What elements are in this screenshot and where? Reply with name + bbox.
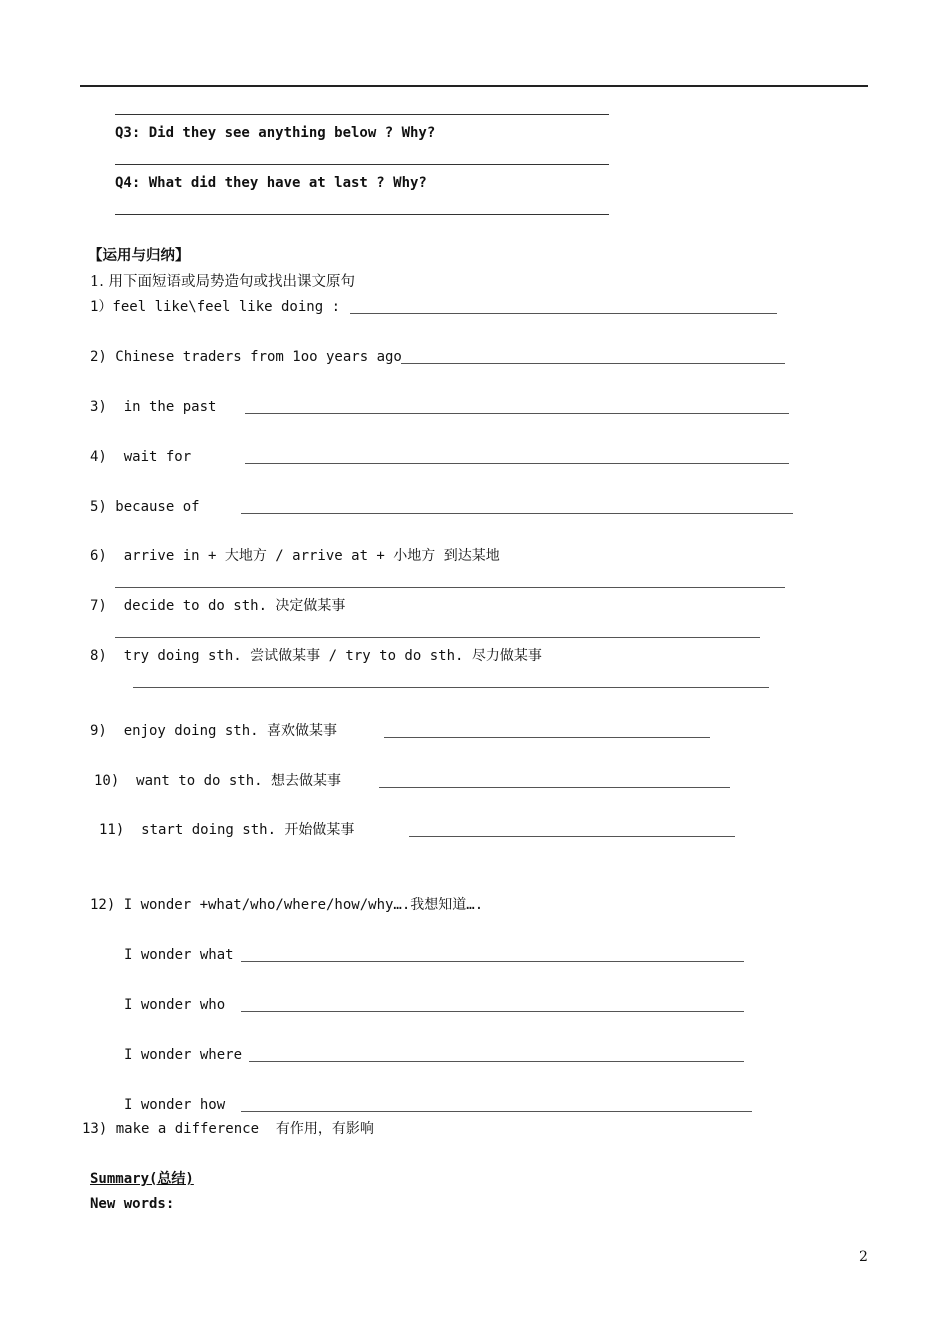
item-2: 2) Chinese traders from 1oo years ago	[90, 349, 402, 365]
question-q4: Q4: What did they have at last ? Why?	[115, 175, 427, 191]
item-9: 9) enjoy doing sth. 喜欢做某事	[90, 723, 338, 739]
blank-line-4[interactable]	[245, 463, 789, 464]
section-instruction: 1. 用下面短语或局势造句或找出课文原句	[90, 274, 355, 290]
item-10: 10) want to do sth. 想去做某事	[94, 773, 342, 789]
answer-line-q4[interactable]	[115, 214, 609, 215]
item-3: 3) in the past	[90, 399, 217, 415]
item-7: 7) decide to do sth. 决定做某事	[90, 598, 346, 614]
wonder-what-label: I wonder what	[124, 947, 234, 963]
summary-title: Summary(总结)	[90, 1171, 194, 1187]
item-6: 6) arrive in + 大地方 / arrive at + 小地方 到达某地	[90, 548, 500, 564]
section-title: 【运用与归纳】	[88, 247, 190, 264]
blank-line-10[interactable]	[379, 787, 730, 788]
header-rule	[80, 85, 868, 87]
item-4: 4) wait for	[90, 449, 192, 465]
blank-line-3[interactable]	[245, 413, 789, 414]
answer-line-q3[interactable]	[115, 164, 609, 165]
blank-line-11[interactable]	[409, 836, 735, 837]
item-11: 11) start doing sth. 开始做某事	[99, 822, 355, 838]
new-words-label: New words:	[90, 1196, 175, 1212]
blank-line-5[interactable]	[241, 513, 793, 514]
answer-line-q2[interactable]	[115, 114, 609, 115]
blank-line-6[interactable]	[115, 587, 785, 588]
wonder-where-label: I wonder where	[124, 1047, 243, 1063]
blank-line-7[interactable]	[115, 637, 760, 638]
item-12: 12) I wonder +what/who/where/how/why….我想知道….	[90, 897, 484, 913]
wonder-who-label: I wonder who	[124, 997, 226, 1013]
wonder-how-label: I wonder how	[124, 1097, 226, 1113]
page-number: 2	[859, 1249, 868, 1265]
blank-line-2[interactable]	[401, 363, 785, 364]
item-8: 8) try doing sth. 尝试做某事 / try to do sth. 尽力做某事	[90, 648, 542, 664]
item-13: 13) make a difference 有作用，有影响	[82, 1121, 374, 1137]
blank-line-9[interactable]	[384, 737, 710, 738]
question-q3: Q3: Did they see anything below ? Why?	[115, 125, 436, 141]
blank-line-wonder-where[interactable]	[249, 1061, 744, 1062]
blank-line-8[interactable]	[133, 687, 769, 688]
item-5: 5) because of	[90, 499, 200, 515]
blank-line-wonder-how[interactable]	[241, 1111, 752, 1112]
blank-line-wonder-who[interactable]	[241, 1011, 744, 1012]
blank-line-wonder-what[interactable]	[241, 961, 744, 962]
item-1: 1）feel like\feel like doing :	[90, 299, 341, 315]
blank-line-1[interactable]	[350, 313, 777, 314]
